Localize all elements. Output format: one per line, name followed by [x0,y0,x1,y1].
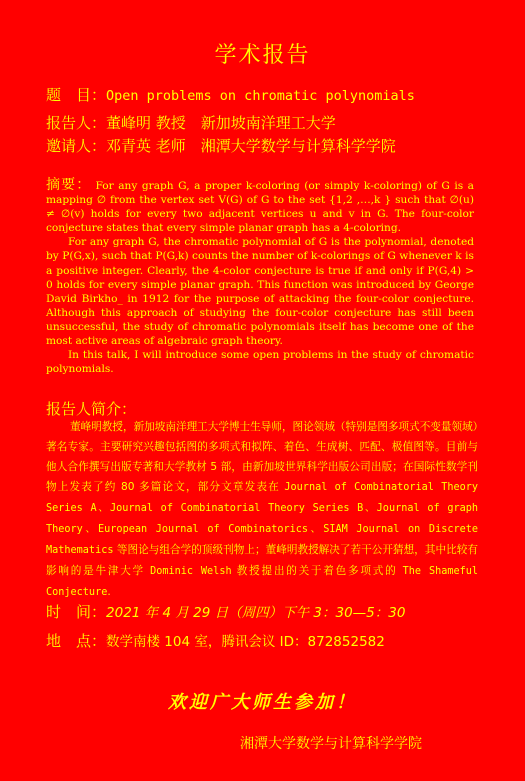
bio-conjecture: The Shameful Conjecture [46,566,479,598]
place-label: 地 点： [46,632,107,650]
inviter-label: 邀请人： [46,137,107,155]
abstract-paragraph-2: For any graph G, the chromatic polynomial of G is the polynomial, denoted by P(G,x), such that P(G,k) counts the number of k-colorings of G whenever k is a positive integer. Clearly, the 4-color conjecture is true if and only if P(G,4) > 0 holds for every simple planar graph. This function was introduced by George David Birkho_ in 1912 for the purpose of attacking the four-color conjecture. Although this approach of studying the four-color conjecture has still been unsuccessful, the study of chromatic polynomials itself has become one of the most active areas of algebraic graph theory. [46,236,474,348]
footer-organization: 湘潭大学数学与计算科学学院 [240,736,422,752]
bio-section [46,417,478,603]
bio-name: Dominic Welsh [150,566,232,577]
topic-row [46,84,415,105]
bio-text-3: 教授提出的关于着色多项式的 [231,565,403,577]
time-row [46,601,405,622]
place-row [46,630,385,651]
topic-value: Open problems on chromatic polynomials [106,88,415,104]
place-value: 数学南楼 104 室，腾讯会议 ID：872852582 [106,634,385,650]
abstract-section [46,178,474,376]
inviter-row [46,135,396,156]
topic-label: 题 目： [46,86,107,104]
abstract-label: 摘要： [46,177,92,193]
bio-text-2: 等图论与组合学的顶级刊物上；董峰明教授解决了若干公开猜想，其中比较有影响的是牛津大学 [46,544,478,577]
bio-text-4: . [107,586,111,598]
speaker-value: 董峰明 教授 新加坡南洋理工大学 [106,114,336,132]
abstract-paragraph-1: For any graph G, a proper k-coloring (or simply k-coloring) of G is a mapping ∅ from the vertex set V(G) of G to the set {1,2 ,…,k } such that ∅(u) ≠ ∅(v) holds for every two adjacent vertices u and v in G. The four-color conjecture states that every simple planar graph has a 4-coloring. [46,180,475,235]
page-title: 学术报告 [214,43,311,68]
bio-journals: Journal of Combinatorial Theory Series A、Journal of Combinatorial Theory Series B、Journal of graph Theory、European Journal of Combinatorics、SIAM Journal on Discrete Mathematics [46,482,478,556]
time-label: 时 间： [46,603,107,621]
welcome-message: 欢迎广大师生参加！ [168,692,357,713]
bio-text-1: 董峰明教授，新加坡南洋理工大学博士生导师，图论领域（特别是图多项式不变量领域）著名专家。主要研究兴趣包括图的多项式和拟阵、着色、生成树、匹配、极值图等。目前与他人合作撰写出版专著和大学教材 5 部，由新加坡世界科学出版公司出版；在国际性数学刊物上发表了约 80 多篇论文，部分文章发表在 [46,421,478,493]
inviter-value: 邓青英 老师 湘潭大学数学与计算科学学院 [106,137,396,155]
time-value: 2021 年 4 月 29 日（周四）下午 3：30—5：30 [106,605,406,621]
speaker-row [46,112,336,133]
speaker-label: 报告人： [46,114,107,132]
bio-heading: 报告人简介： [46,400,137,418]
bio-paragraph [46,417,478,603]
abstract-paragraph-3: In this talk, I will introduce some open problems in the study of chromatic polynomials. [46,349,474,376]
